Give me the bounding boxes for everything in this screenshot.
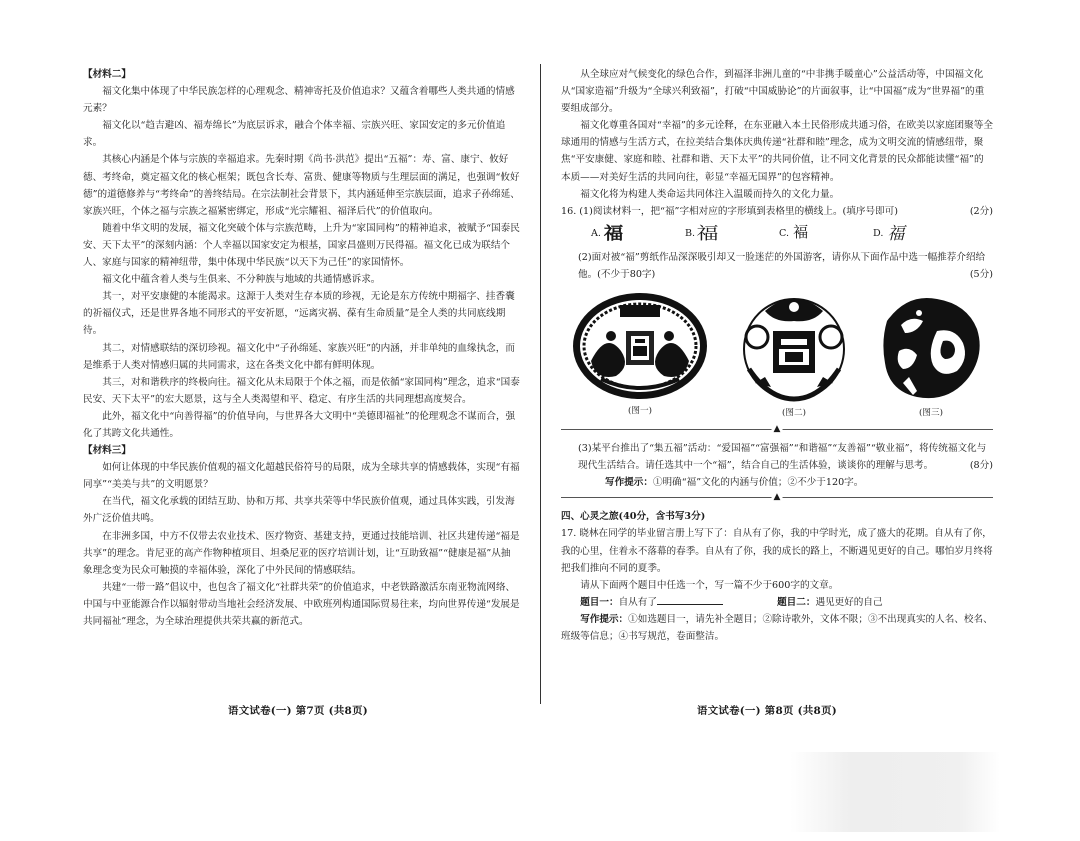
- paragraph: 在非洲多国，中方不仅带去农业技术、医疗物资、基建支持，更通过技能培训、社区共建传递“福是共享”的理念。肯尼亚的高产作物种植项目、坦桑尼亚的医疗培训计划，让“互助致福”“健康是福”从抽象理念变为民众可触摸的幸福体验，深化了中外民间的情感联结。: [83, 530, 520, 576]
- option-d-glyph: 福: [887, 223, 905, 244]
- paragraph: 其二，对情感联结的深切珍视。福文化中“子孙绵延、家族兴旺”的内涵，并非单纯的血缘执念，而是维系于人类对情感归属的共同需求，这在各类文化中都有鲜明体现。: [83, 342, 515, 371]
- triangle-marker: ▲: [773, 492, 781, 503]
- option-c-label: C.: [779, 228, 790, 240]
- page-divider: [540, 64, 541, 704]
- answer-line: [561, 424, 993, 436]
- material-two-question: 福文化集中体现了中华民族怎样的心理观念、精神寄托及价值追求？又蕴含着哪些人类共通的情感元素？: [83, 86, 515, 115]
- paragraph: 福文化尊重各国对“幸福”的多元诠释，在东亚融入本土民俗形成共通习俗，在欧美以家庭团聚等全球通用的情感与生活方式，在拉美结合集体庆典传递“社群和睦”理念，成为文明交流的情感纽带，聚焦“平安康健、家庭和睦、社群和谐、天下太平”的共同价值，让不同文化背景的民众都能读懂“福”的本质——对美好生活的共同向往，彰显“幸福无国界”的包容精神。: [561, 120, 993, 183]
- figure-3-caption: (图三): [919, 408, 943, 419]
- paragraph: 其一，对平安康健的本能渴求。这源于人类对生存本质的珍视，无论是东方传统中期福字、挂香囊的祈福仪式，还是世界各地不同形式的平安祈愿，“远离灾祸、葆有生命质量”是全人类的共同底线期待。: [83, 291, 515, 337]
- paragraph: 在当代，福文化承载的团结互助、协和万邦、共享共荣等中华民族价值观，通过具体实践，引发海外广泛价值共鸣。: [83, 496, 515, 525]
- option-c: [779, 224, 873, 244]
- section-four-heading: 四、心灵之旅(40分，含书写3分): [561, 511, 706, 523]
- writing-hint-text: ①如选题目一，请先补全题目；②除诗歌外，文体不限；③不出现真实的人名、校名、班级等信息；④书写规范，卷面整洁。: [561, 613, 993, 642]
- papercut-round-image: [735, 291, 853, 403]
- option-b-glyph: 福: [696, 223, 719, 244]
- paragraph: 其三，对和谐秩序的终极向往。福文化从未局限于个体之福，而是依循“家国同构”理念，追求“国泰民安、天下太平”的宏大愿景，这与全人类渴望和平、稳定、有序生活的共同理想高度契合。: [83, 376, 520, 405]
- page-footer-right: 语文试卷(一) 第8页 (共8页): [697, 705, 837, 717]
- left-page: [83, 66, 520, 630]
- paragraph: 福文化中蕴含着人类与生俱来、不分种族与地域的共通情感诉求。: [102, 274, 381, 286]
- right-page: [561, 66, 993, 645]
- writing-hint-text: ①明确“福”文化的内涵与价值；②不少于120字。: [652, 477, 864, 489]
- paragraph: 其核心内涵是个体与宗族的幸福追求。先秦时期《尚书·洪范》提出“五福”：寿、富、康宁、攸好德、考终命，奠定福文化的核心框架；既包含长寿、富贵、健康等物质与生理层面的满足，也强调“攸好德”的道德修养与“考终命”的善终结局。在宗法制社会背景下，其内涵延伸至宗族层面，追求子孙绵延、家族兴旺，个体之福与宗族之福紧密绑定，形成“光宗耀祖、福泽后代”的价值取向。: [83, 154, 520, 217]
- writing-hint-label: 写作提示：: [605, 477, 653, 489]
- paragraph: 此外，福文化中“向善得福”的价值导向，与世界各大文明中“美德即福祉”的伦理观念不谋而合，强化了其跨文化共通性。: [83, 410, 516, 439]
- topic-2-label: 题目二：: [777, 596, 816, 608]
- page-footer-left: 语文试卷(一) 第7页 (共8页): [228, 705, 368, 717]
- paragraph: 共建“一带一路”倡议中，也包含了福文化“社群共荣”的价值追求，中老铁路激活东南亚物流网络、中国与中亚能源合作以辐射带动当地社会经济发展、中欧班列构通国际贸易往来，均向世界传递“发展是共同福祉”理念，为全球治理提供共荣共赢的新范式。: [83, 581, 520, 627]
- figure-2-caption: (图二): [782, 408, 806, 419]
- question-16-3: [561, 440, 993, 474]
- question-16-2-text: (2)面对被“福”剪纸作品深深吸引却又一脸迷茫的外国游客，请你从下面作品中选一幅推荐介绍给他。(不少于80字): [578, 251, 986, 280]
- option-c-glyph: 褔: [793, 224, 807, 242]
- material-three-heading: 【材料三】: [83, 445, 131, 457]
- question-16-1-text: 16. (1)阅读材料一，把“福”字相对应的字形填到表格里的横线上。(填序号即可): [561, 205, 899, 217]
- material-three-question: 如何让体现的中华民族价值观的福文化超越民俗符号的局限，成为全球共享的情感载体，实现“有福同享”“美美与共”的文明愿景？: [83, 462, 520, 491]
- question-16-1-score: (2分): [969, 205, 993, 217]
- papercut-figures: [561, 291, 993, 423]
- triangle-marker: ▲: [773, 424, 781, 435]
- option-a-glyph: 福: [603, 223, 624, 244]
- material-two-heading: 【材料二】: [83, 69, 131, 80]
- writing-hint-16: [561, 474, 993, 491]
- figure-3: [879, 291, 983, 423]
- option-d: [873, 224, 967, 244]
- figure-1: [571, 291, 709, 423]
- option-b: [685, 224, 779, 244]
- figure-1-caption: (图一): [628, 406, 652, 417]
- option-a: [591, 224, 685, 244]
- topic-1-label: 题目一：: [580, 596, 619, 608]
- paragraph: 福文化以“趋吉避凶、福寿绵长”为底层诉求，融合个体幸福、宗族兴旺、家国安定的多元价值追求。: [83, 120, 506, 149]
- papercut-oval-image: [571, 291, 709, 401]
- topic-1-blank: [657, 594, 723, 605]
- question-17: 17. 晓林在同学的毕业留言册上写下了：自从有了你，我的中学时光，成了盛大的花期。自从有了你，我的心里，住着永不落幕的春季。自从有了你，我的成长的路上，不断遇见更好的自己。哪怕岁月终将把我们推向不同的夏季。: [561, 528, 993, 574]
- topic-2: 遇见更好的自己: [815, 596, 883, 608]
- question-16-3-score: (8分): [969, 460, 993, 472]
- paragraph: 从全球应对气候变化的绿色合作，到福泽非洲儿童的“中非携手暖童心”公益活动等，中国福文化从“国家造福”升级为“全球兴利致福”，打破“中国威胁论”的片面叙事，让“中国福”成为“世界福”的重要组成部分。: [561, 69, 985, 115]
- option-d-label: D.: [873, 228, 884, 240]
- question-16-1: [561, 203, 993, 220]
- topic-1: 自从有了: [618, 596, 657, 608]
- answer-line: [561, 492, 993, 504]
- writing-hint-17: [561, 611, 993, 645]
- question-16-2-score: (5分): [969, 268, 993, 280]
- option-b-label: B.: [685, 228, 696, 240]
- scan-smudge: [790, 752, 1000, 832]
- figure-2: [735, 291, 853, 423]
- papercut-horse-image: [879, 291, 983, 403]
- paragraph: 随着中华文明的发展，福文化突破个体与宗族范畴，上升为“家国同构”的精神追求，被赋予“国泰民安、天下太平”的深刻内涵：个人幸福以国家安定为根基，国家昌盛则万民得福。福文化已成为联结个人、家庭与国家的精神纽带，集中体现中华民族“以天下为己任”的家国情怀。: [83, 222, 520, 269]
- question-17-ask: 请从下面两个题目中任选一个，写一篇不少于600字的文章。: [580, 579, 839, 591]
- topic-row: [561, 594, 993, 611]
- option-a-label: A.: [591, 228, 601, 240]
- glyph-options: [561, 223, 993, 245]
- paragraph: 福文化将为构建人类命运共同体注入温暖而持久的文化力量。: [580, 188, 840, 200]
- question-16-2: [561, 249, 993, 283]
- writing-hint-label: 写作提示：: [580, 613, 629, 625]
- question-16-3-text: (3)某平台推出了“集五福”活动：“爱国福”“富强福”“和谐福”“友善福”“敬业福”，将传统福文化与现代生活结合。请任选其中一个“福”，结合自己的生活体验，谈谈你的理解与思考。: [578, 443, 987, 472]
